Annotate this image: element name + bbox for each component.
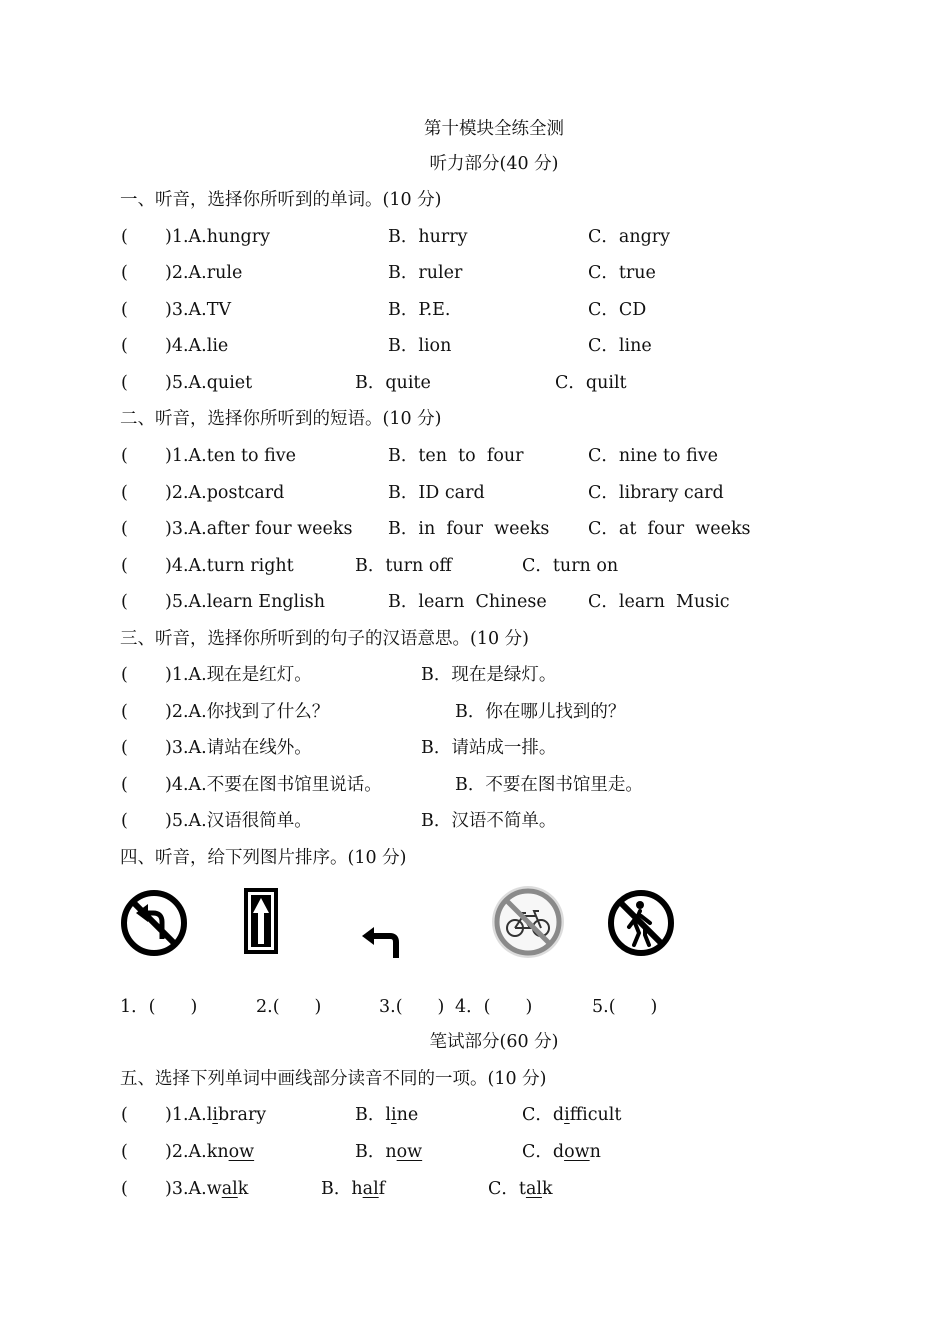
option-a-suffix: brary bbox=[217, 1105, 267, 1125]
option-c: C．at four weeks bbox=[588, 519, 751, 539]
option-a-suffix: k bbox=[237, 1179, 249, 1199]
answer-paren: ( bbox=[121, 556, 128, 576]
option-b bbox=[355, 1104, 418, 1126]
option-b-suffix: f bbox=[378, 1179, 386, 1199]
option-c-prefix: C．t bbox=[488, 1179, 526, 1199]
sign-blank-2: 2.( ) bbox=[256, 997, 322, 1017]
section-1-heading: 一、听音，选择你所听到的单词。(10 分) bbox=[120, 190, 442, 210]
option-a: )1.A.ten to five bbox=[165, 446, 296, 466]
option-b bbox=[321, 1178, 385, 1200]
answer-paren: ( bbox=[121, 665, 128, 685]
answer-paren: ( bbox=[121, 1179, 128, 1199]
straight-ahead-sign bbox=[243, 887, 279, 955]
option-a-prefix: )2.A.kn bbox=[165, 1142, 229, 1162]
option-b: B．你在哪儿找到的？ bbox=[455, 702, 626, 722]
option-a bbox=[165, 1141, 254, 1163]
option-a: )4.A.lie bbox=[165, 336, 229, 356]
section-2-heading: 二、听音，选择你所听到的短语。(10 分) bbox=[120, 409, 442, 429]
answer-paren: ( bbox=[121, 446, 128, 466]
option-b-suffix: ne bbox=[396, 1105, 419, 1125]
option-b: B．turn off bbox=[355, 556, 452, 576]
option-b: B．lion bbox=[388, 336, 452, 356]
option-c bbox=[488, 1178, 553, 1200]
option-a-prefix: )3.A.w bbox=[165, 1179, 222, 1199]
option-c: C．nine to five bbox=[588, 446, 718, 466]
no-left-turn-sign bbox=[120, 889, 188, 957]
option-c: C．true bbox=[588, 263, 656, 283]
no-bicycles-sign bbox=[490, 884, 566, 960]
option-c-prefix: C．d bbox=[522, 1142, 565, 1162]
sign-blank-5: 5.( ) bbox=[592, 997, 658, 1017]
option-a: )2.A.你找到了什么？ bbox=[165, 702, 330, 722]
option-a-underlined: al bbox=[221, 1179, 238, 1199]
option-a: )5.A.quiet bbox=[165, 373, 253, 393]
answer-paren: ( bbox=[121, 775, 128, 795]
answer-paren: ( bbox=[121, 1105, 128, 1125]
option-b-underlined: ow bbox=[396, 1142, 423, 1162]
answer-paren: ( bbox=[121, 1142, 128, 1162]
option-a: )2.A.postcard bbox=[165, 483, 285, 503]
option-c-suffix: k bbox=[541, 1179, 553, 1199]
sign-blank-3: 3.( ) bbox=[379, 997, 445, 1017]
option-a: )3.A.请站在线外。 bbox=[165, 738, 312, 758]
section-5-heading: 五、选择下列单词中画线部分读音不同的一项。(10 分) bbox=[120, 1069, 547, 1089]
page-title: 第十模块全练全测 bbox=[424, 119, 564, 139]
option-a: )2.A.rule bbox=[165, 263, 243, 283]
answer-paren: ( bbox=[121, 227, 128, 247]
option-a-underlined: i bbox=[212, 1105, 218, 1125]
option-a-prefix: )1.A.l bbox=[165, 1105, 213, 1125]
answer-paren: ( bbox=[121, 592, 128, 612]
turn-left-arrow-sign bbox=[360, 922, 404, 960]
option-a bbox=[165, 1178, 248, 1200]
answer-paren: ( bbox=[121, 336, 128, 356]
option-c: C．learn Music bbox=[588, 592, 730, 612]
option-c-underlined: ow bbox=[564, 1142, 590, 1162]
answer-paren: ( bbox=[121, 738, 128, 758]
option-c-prefix: C．d bbox=[522, 1105, 565, 1125]
option-a: )5.A.learn English bbox=[165, 592, 326, 612]
option-c: C．turn on bbox=[522, 556, 619, 576]
option-a: )1.A.现在是红灯。 bbox=[165, 665, 312, 685]
answer-paren: ( bbox=[121, 263, 128, 283]
option-b: B．P.E. bbox=[388, 300, 451, 320]
option-b: B．不要在图书馆里走。 bbox=[455, 775, 643, 795]
option-b: B．ruler bbox=[388, 263, 463, 283]
section-3-heading: 三、听音，选择你所听到的句子的汉语意思。(10 分) bbox=[120, 629, 529, 649]
option-b: B．quite bbox=[355, 373, 431, 393]
option-b: B．汉语不简单。 bbox=[421, 811, 557, 831]
option-a-underlined: ow bbox=[228, 1142, 255, 1162]
answer-paren: ( bbox=[121, 519, 128, 539]
answer-paren: ( bbox=[121, 702, 128, 722]
answer-paren: ( bbox=[121, 300, 128, 320]
answer-paren: ( bbox=[121, 373, 128, 393]
option-b bbox=[355, 1141, 422, 1163]
option-b: B．请站成一排。 bbox=[421, 738, 557, 758]
option-b: B．ten to four bbox=[388, 446, 524, 466]
option-a: )4.A.不要在图书馆里说话。 bbox=[165, 775, 382, 795]
option-a bbox=[165, 1104, 266, 1126]
option-b-underlined: al bbox=[362, 1179, 379, 1199]
writing-header: 笔试部分(60 分) bbox=[429, 1032, 559, 1052]
option-b: B．现在是绿灯。 bbox=[421, 665, 557, 685]
option-a: )1.A.hungry bbox=[165, 227, 270, 247]
option-b: B．ID card bbox=[388, 483, 485, 503]
option-a: )3.A.after four weeks bbox=[165, 519, 353, 539]
no-pedestrians-sign bbox=[607, 889, 675, 957]
answer-paren: ( bbox=[121, 811, 128, 831]
option-c-suffix: n bbox=[589, 1142, 601, 1162]
option-c bbox=[522, 1104, 621, 1126]
option-c: C．line bbox=[588, 336, 652, 356]
option-b-prefix: B．l bbox=[355, 1105, 391, 1125]
option-c: C．angry bbox=[588, 227, 671, 247]
option-b: B．hurry bbox=[388, 227, 468, 247]
option-c-suffix: fficult bbox=[569, 1105, 622, 1125]
option-c-underlined: al bbox=[525, 1179, 542, 1199]
listening-header: 听力部分(40 分) bbox=[429, 154, 559, 174]
option-a: )4.A.turn right bbox=[165, 556, 294, 576]
option-c: C．library card bbox=[588, 483, 724, 503]
sign-blank-4: 4．( ) bbox=[455, 997, 533, 1017]
section-4-heading: 四、听音，给下列图片排序。(10 分) bbox=[120, 848, 407, 868]
option-b-underlined: i bbox=[390, 1105, 397, 1125]
sign-blank-1: 1．( ) bbox=[120, 997, 198, 1017]
option-b: B．in four weeks bbox=[388, 519, 550, 539]
option-c-underlined: i bbox=[564, 1105, 570, 1125]
option-a: )3.A.TV bbox=[165, 300, 232, 320]
option-c: C．quilt bbox=[555, 373, 627, 393]
option-b-prefix: B．h bbox=[321, 1179, 363, 1199]
option-c bbox=[522, 1141, 601, 1163]
answer-paren: ( bbox=[121, 483, 128, 503]
option-b: B．learn Chinese bbox=[388, 592, 547, 612]
option-a: )5.A.汉语很简单。 bbox=[165, 811, 312, 831]
option-b-prefix: B．n bbox=[355, 1142, 397, 1162]
option-c: C．CD bbox=[588, 300, 647, 320]
